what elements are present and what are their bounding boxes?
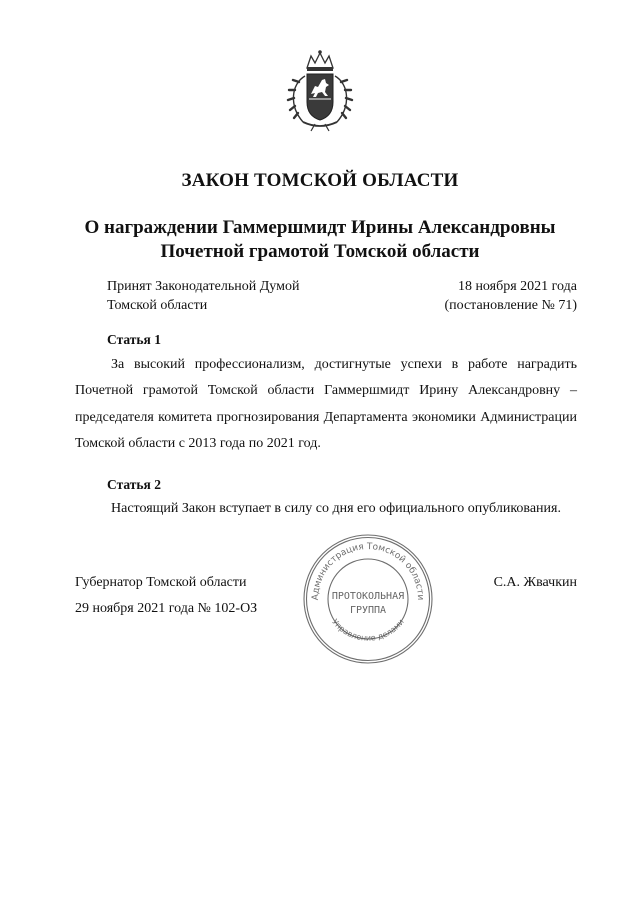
signing-date-number: 29 ноября 2021 года № 102-ОЗ [75,601,258,616]
stamp-ring-bottom-text: Управление делами [330,617,406,643]
article-1-heading: Статья 1 [107,332,161,347]
adopted-by-line-1: Принят Законодательной Думой [107,279,300,294]
law-subject [60,216,580,264]
article-2-text: Настоящий Закон вступает в силу со дня его официального опубликования. [111,501,561,516]
governor-title: Губернатор Томской области [75,575,247,590]
adopted-by [107,277,299,315]
signature-block [75,570,257,622]
adoption-details [380,277,577,315]
official-stamp [300,531,436,667]
stamp-center-line-2: ГРУППА [349,605,387,616]
tomsk-oblast-coat-of-arms-icon [285,48,355,132]
article-2-heading: Статья 2 [107,477,161,492]
stamp-ring-text: Администрация Томской области [310,541,426,601]
law-title: ЗАКОН ТОМСКОЙ ОБЛАСТИ [181,170,459,191]
adoption-date: 18 ноября 2021 года [457,279,577,294]
resolution-number: (постановление № 71) [444,298,577,313]
stamp-center-line-1: ПРОТОКОЛЬНАЯ [331,591,405,602]
article-1-text: За высокий профессионализм, достигнутые успехи в работе наградить Почетной грамотой Томской области Гаммершмидт Ирину Александровну – председателя комитета прогнозирования Департамента экономики Администрации Томской области с 2013 года по 2021 год. [75,357,577,451]
law-subject-line-2: Почетной грамотой Томской области [160,241,480,262]
adopted-by-line-2: Томской области [107,298,208,313]
signer-name: С.А. Жвачкин [493,575,577,590]
law-subject-line-1: О награждении Гаммершмидт Ирины Александровны [84,217,556,238]
